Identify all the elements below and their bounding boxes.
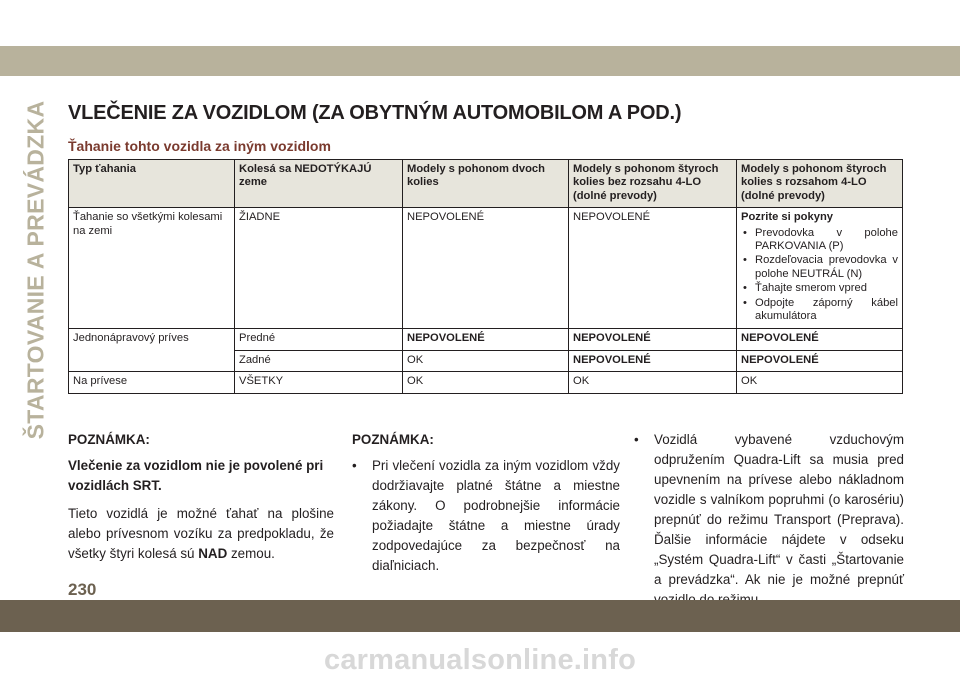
table-cell: NEPOVOLENÉ	[569, 329, 737, 350]
footer-band	[0, 600, 960, 632]
table-cell: ŽIADNE	[235, 208, 403, 329]
list-item: • Ťahajte smerom vpred	[741, 282, 898, 295]
flatbed-paragraph	[68, 504, 334, 564]
table-cell: NEPOVOLENÉ	[569, 350, 737, 371]
list-item: • Vozidlá vybavené vzduchovým odpružením Quadra-Lift sa musia pred upevnením na prívese alebo nákladnom vozidle s valníkom popruhmi (o karosériu) prepnúť do režimu Transport (Preprava). Ďalšie informácie nájdete v odseku „Systém Quadra-Lift“ v časti „Štartovanie a prevádzka“. Ak nie je možné prepnúť	[634, 430, 904, 610]
table-cell: Ťahanie so všetkými kolesami na zemi	[69, 208, 235, 329]
towing-table	[68, 159, 903, 394]
note-label: POZNÁMKA:	[352, 432, 434, 447]
table-cell: Jednonápravový príves	[69, 329, 235, 372]
table-cell: OK	[569, 372, 737, 393]
watermark: carmanualsonline.info	[324, 644, 636, 676]
table-header-cell: Modely s pohonom štyroch kolies s rozsahom 4-LO (dolné prevody)	[737, 160, 903, 208]
table-cell: OK	[403, 350, 569, 371]
table-cell: NEPOVOLENÉ	[403, 208, 569, 329]
table-cell: NEPOVOLENÉ	[737, 329, 903, 350]
note-label: POZNÁMKA:	[68, 432, 150, 447]
table-cell: Zadné	[235, 350, 403, 371]
text-column-3	[634, 430, 904, 610]
table-cell: VŠETKY	[235, 372, 403, 393]
table-row	[69, 208, 903, 329]
note-list	[352, 456, 620, 576]
table-cell: NEPOVOLENÉ	[569, 208, 737, 329]
instructions-list	[741, 227, 898, 324]
paragraph-text: Tieto vozidlá je možné ťahať na plošine alebo prívesnom vozíku za predpokladu, že všetky štyri kolesá sú	[68, 506, 334, 561]
section-subtitle: Ťahanie tohto vozidla za iným vozidlom	[68, 138, 331, 154]
emphasis-text: NAD	[198, 546, 228, 561]
table-header-cell: Modely s pohonom dvoch kolies	[403, 160, 569, 208]
table-header-cell: Typ ťahania	[69, 160, 235, 208]
side-tab-label: ŠTARTOVANIE A PREVÁDZKA	[22, 100, 49, 440]
table-cell	[737, 208, 903, 329]
table-cell: Na prívese	[69, 372, 235, 393]
note-list	[634, 430, 904, 610]
list-item: • Prevodovka v polohe PARKOVANIA (P)	[741, 227, 898, 254]
table-cell: OK	[403, 372, 569, 393]
table-cell: NEPOVOLENÉ	[737, 350, 903, 371]
page-title: VLEČENIE ZA VOZIDLOM (ZA OBYTNÝM AUTOMOBILOM A POD.)	[68, 102, 682, 124]
paragraph-text-end: zemou.	[227, 546, 275, 561]
table-cell: NEPOVOLENÉ	[403, 329, 569, 350]
table-cell: OK	[737, 372, 903, 393]
instructions-title: Pozrite si pokyny	[741, 211, 834, 224]
table-header-row	[69, 160, 903, 208]
table-cell: Predné	[235, 329, 403, 350]
top-band	[0, 46, 960, 76]
table-row	[69, 329, 903, 350]
list-item: • Rozdeľovacia prevodovka v polohe NEUTRÁL (N)	[741, 254, 898, 281]
list-item: • Odpojte záporný kábel akumulátora	[741, 297, 898, 324]
table-header-cell: Kolesá sa NEDOTÝKAJÚ zeme	[235, 160, 403, 208]
table-header-cell: Modely s pohonom štyroch kolies bez rozsahu 4-LO (dolné prevody)	[569, 160, 737, 208]
side-tab	[20, 100, 52, 440]
table-row	[69, 372, 903, 393]
text-column-1	[68, 430, 334, 570]
page-number: 230	[68, 580, 97, 599]
srt-note: Vlečenie za vozidlom nie je povolené pri vozidlách SRT.	[68, 458, 324, 493]
text-column-2	[352, 430, 620, 576]
list-item: • Pri vlečení vozidla za iným vozidlom vždy dodržiavajte platné štátne a miestne zákony. O podrobnejšie informácie požiadajte štátne a miestne úrady zodpovedajúce za bezpečnosť na diaľniciach.	[352, 456, 620, 576]
